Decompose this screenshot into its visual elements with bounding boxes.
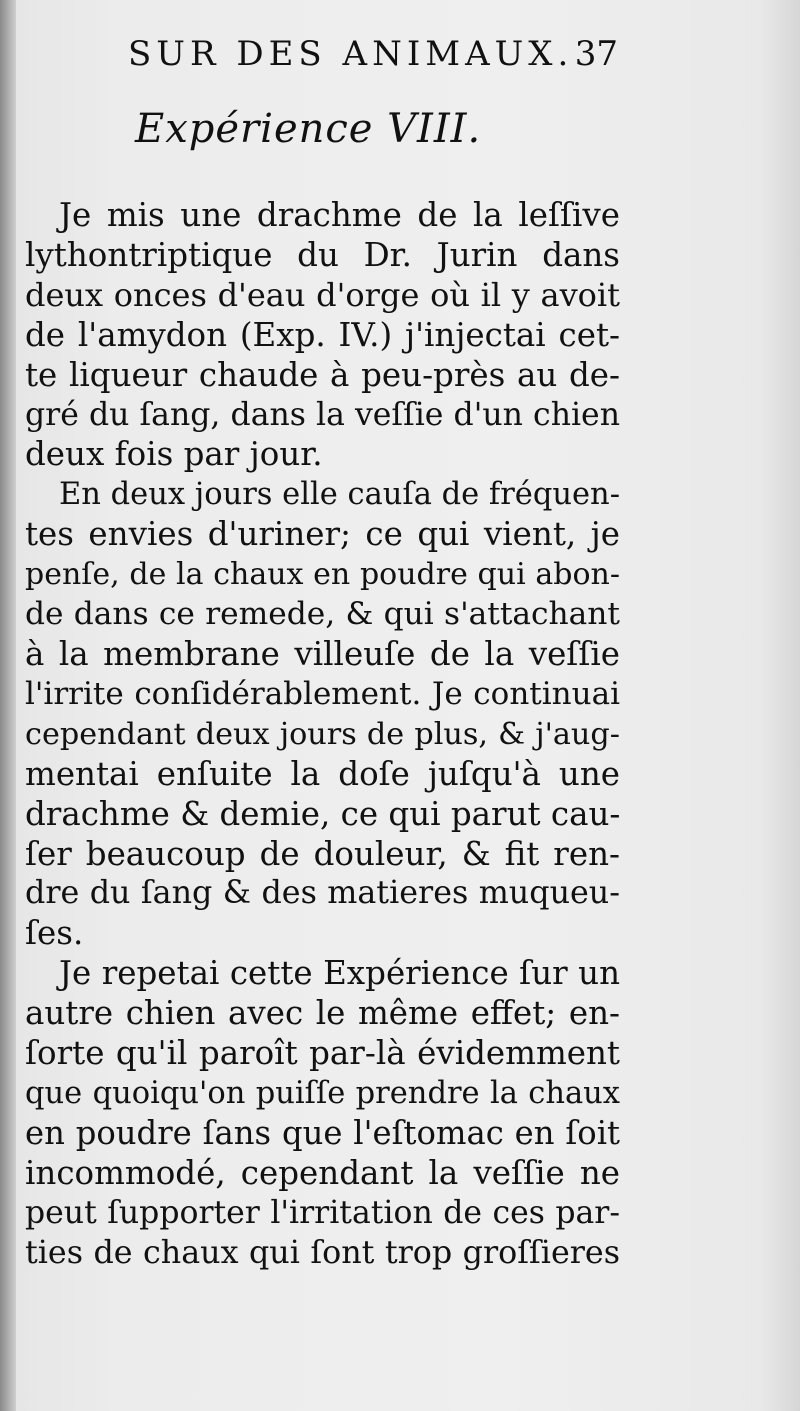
text-line: de l'amydon (Exp. IV.) j'injectai cet-: [25, 315, 620, 354]
text-line: tes envies d'uriner; ce qui vient, je: [25, 515, 620, 554]
text-line: deux fois par jour.: [25, 435, 323, 474]
text-line: ſes.: [25, 914, 84, 953]
paragraph-2: [25, 475, 620, 954]
text-line: Je mis une drachme de la leſſive: [59, 196, 620, 234]
page-number: 37: [574, 34, 618, 74]
text-line: en poudre ſans que l'eſtomac en ſoit: [25, 1113, 620, 1152]
text-line: incommodé, cependant la veſſie ne: [25, 1153, 620, 1192]
text-line: ties de chaux qui ſont trop groſſieres: [25, 1234, 620, 1271]
text-line: Je repetai cette Expérience ſur un: [59, 954, 620, 993]
text-line: lythontriptique du Dr. Jurin dans: [25, 235, 620, 274]
text-line: de dans ce remede, & qui s'attachant: [25, 596, 620, 633]
text-line: drachme & demie, ce qui parut cau-: [25, 794, 621, 833]
text-line: En deux jours elle cauſa de fréquen-: [59, 477, 620, 513]
text-line: ſer beaucoup de douleur, & fit ren-: [25, 834, 620, 873]
text-line: deux onces d'eau d'orge où il y avoit: [25, 275, 620, 314]
text-line: gré du ſang, dans la veſſie d'un chien: [25, 396, 620, 433]
page-gutter: [0, 0, 16, 1411]
text-line: te liqueur chaude à peu-près au de-: [25, 355, 620, 394]
text-line: dre du ſang & des matieres muqueu-: [25, 875, 620, 912]
body-text: [25, 196, 620, 1273]
text-line: mentai enſuite la doſe juſqu'à une: [25, 754, 620, 793]
text-line: l'irrite conſidérablement. Je continuai: [25, 675, 620, 712]
text-line: ſorte qu'il paroît par-là évidemment: [25, 1034, 620, 1073]
paragraph-3: [25, 954, 620, 1273]
section-title: Expérience VIII.: [135, 106, 482, 152]
text-line: cependant deux jours de plus, & j'aug-: [25, 716, 620, 752]
text-line: à la membrane villeuſe de la veſſie: [25, 634, 620, 673]
running-header: [128, 34, 618, 84]
text-line: autre chien avec le même effet; en-: [25, 994, 620, 1033]
paragraph-1: [25, 196, 620, 475]
text-line: penſe, de la chaux en poudre qui abon-: [25, 557, 620, 593]
text-line: que quoiqu'on puiſſe prendre la chaux: [25, 1075, 620, 1111]
text-line: peut ſupporter l'irritation de ces par-: [25, 1194, 620, 1231]
running-title: SUR DES ANIMAUX.: [128, 34, 574, 74]
